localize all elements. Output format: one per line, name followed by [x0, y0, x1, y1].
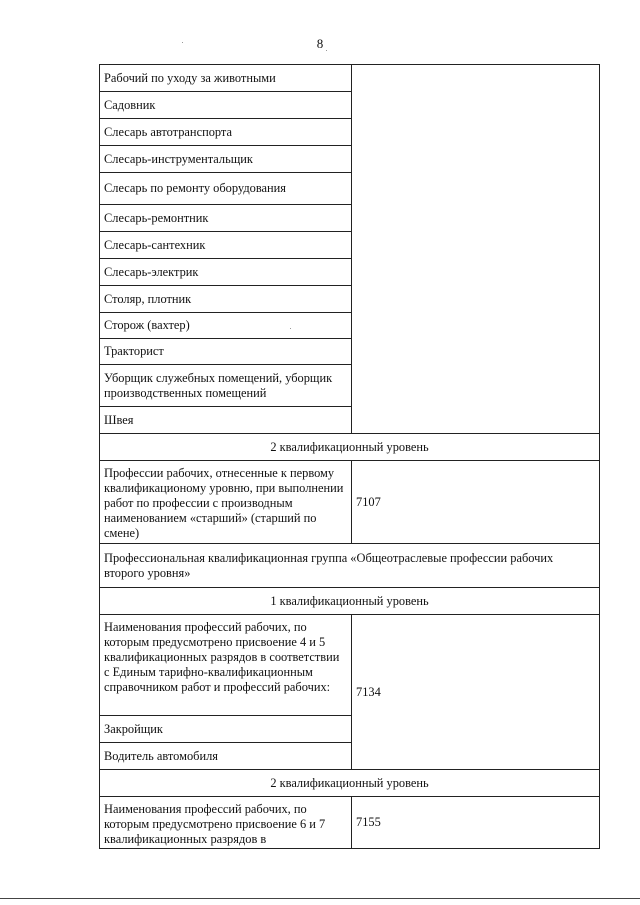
table-row: Рабочий по уходу за животными [100, 65, 352, 92]
scan-edge-line [0, 898, 640, 899]
group-header: Профессиональная квалификационная группа «Общеотраслевые профессии рабочих второго уровня» [100, 544, 600, 588]
table-row: Закройщик [100, 716, 352, 743]
table-row: Профессии рабочих, отнесенные к первому квалификационому уровню, при выполнении работ по профессии с производным наименованием «старший» (старший по смене) [100, 461, 352, 544]
table-row: Наименования профессий рабочих, по которым предусмотрено присвоение 4 и 5 квалификационных разрядов в соответствии с Единым тарифно-квалификационным справочником работ и профессий рабочих: [100, 615, 352, 716]
qualification-table [99, 64, 600, 849]
table-row: Сторож (вахтер) [100, 313, 352, 339]
table-row: Садовник [100, 92, 352, 119]
table-row: Слесарь-электрик [100, 259, 352, 286]
table-row: Тракторист [100, 339, 352, 365]
table-row: Слесарь автотранспорта [100, 119, 352, 146]
empty-code-cell [352, 65, 600, 434]
table-row: Швея [100, 407, 352, 434]
page-number: 8 [316, 36, 324, 51]
level-header: 2 квалификационный уровень [100, 434, 600, 461]
table-row: Слесарь-инструментальщик [100, 146, 352, 173]
scan-speck [290, 328, 291, 329]
table-row: Наименования профессий рабочих, по которым предусмотрено присвоение 6 и 7 квалификационных разрядов в [100, 797, 352, 849]
level-header: 2 квалификационный уровень [100, 770, 600, 797]
scan-speck [326, 50, 327, 51]
table-row: Водитель автомобиля [100, 743, 352, 770]
table-row: Слесарь-сантехник [100, 232, 352, 259]
code-cell: 7134 [352, 615, 600, 770]
table-row: Слесарь по ремонту оборудования [100, 173, 352, 205]
table-row: Столяр, плотник [100, 286, 352, 313]
table-row: Уборщик служебных помещений, уборщик производственных помещений [100, 365, 352, 407]
code-cell: 7155 [352, 797, 600, 849]
level-header: 1 квалификационный уровень [100, 588, 600, 615]
code-cell: 7107 [352, 461, 600, 544]
scan-speck [182, 42, 183, 43]
table-row: Слесарь-ремонтник [100, 205, 352, 232]
